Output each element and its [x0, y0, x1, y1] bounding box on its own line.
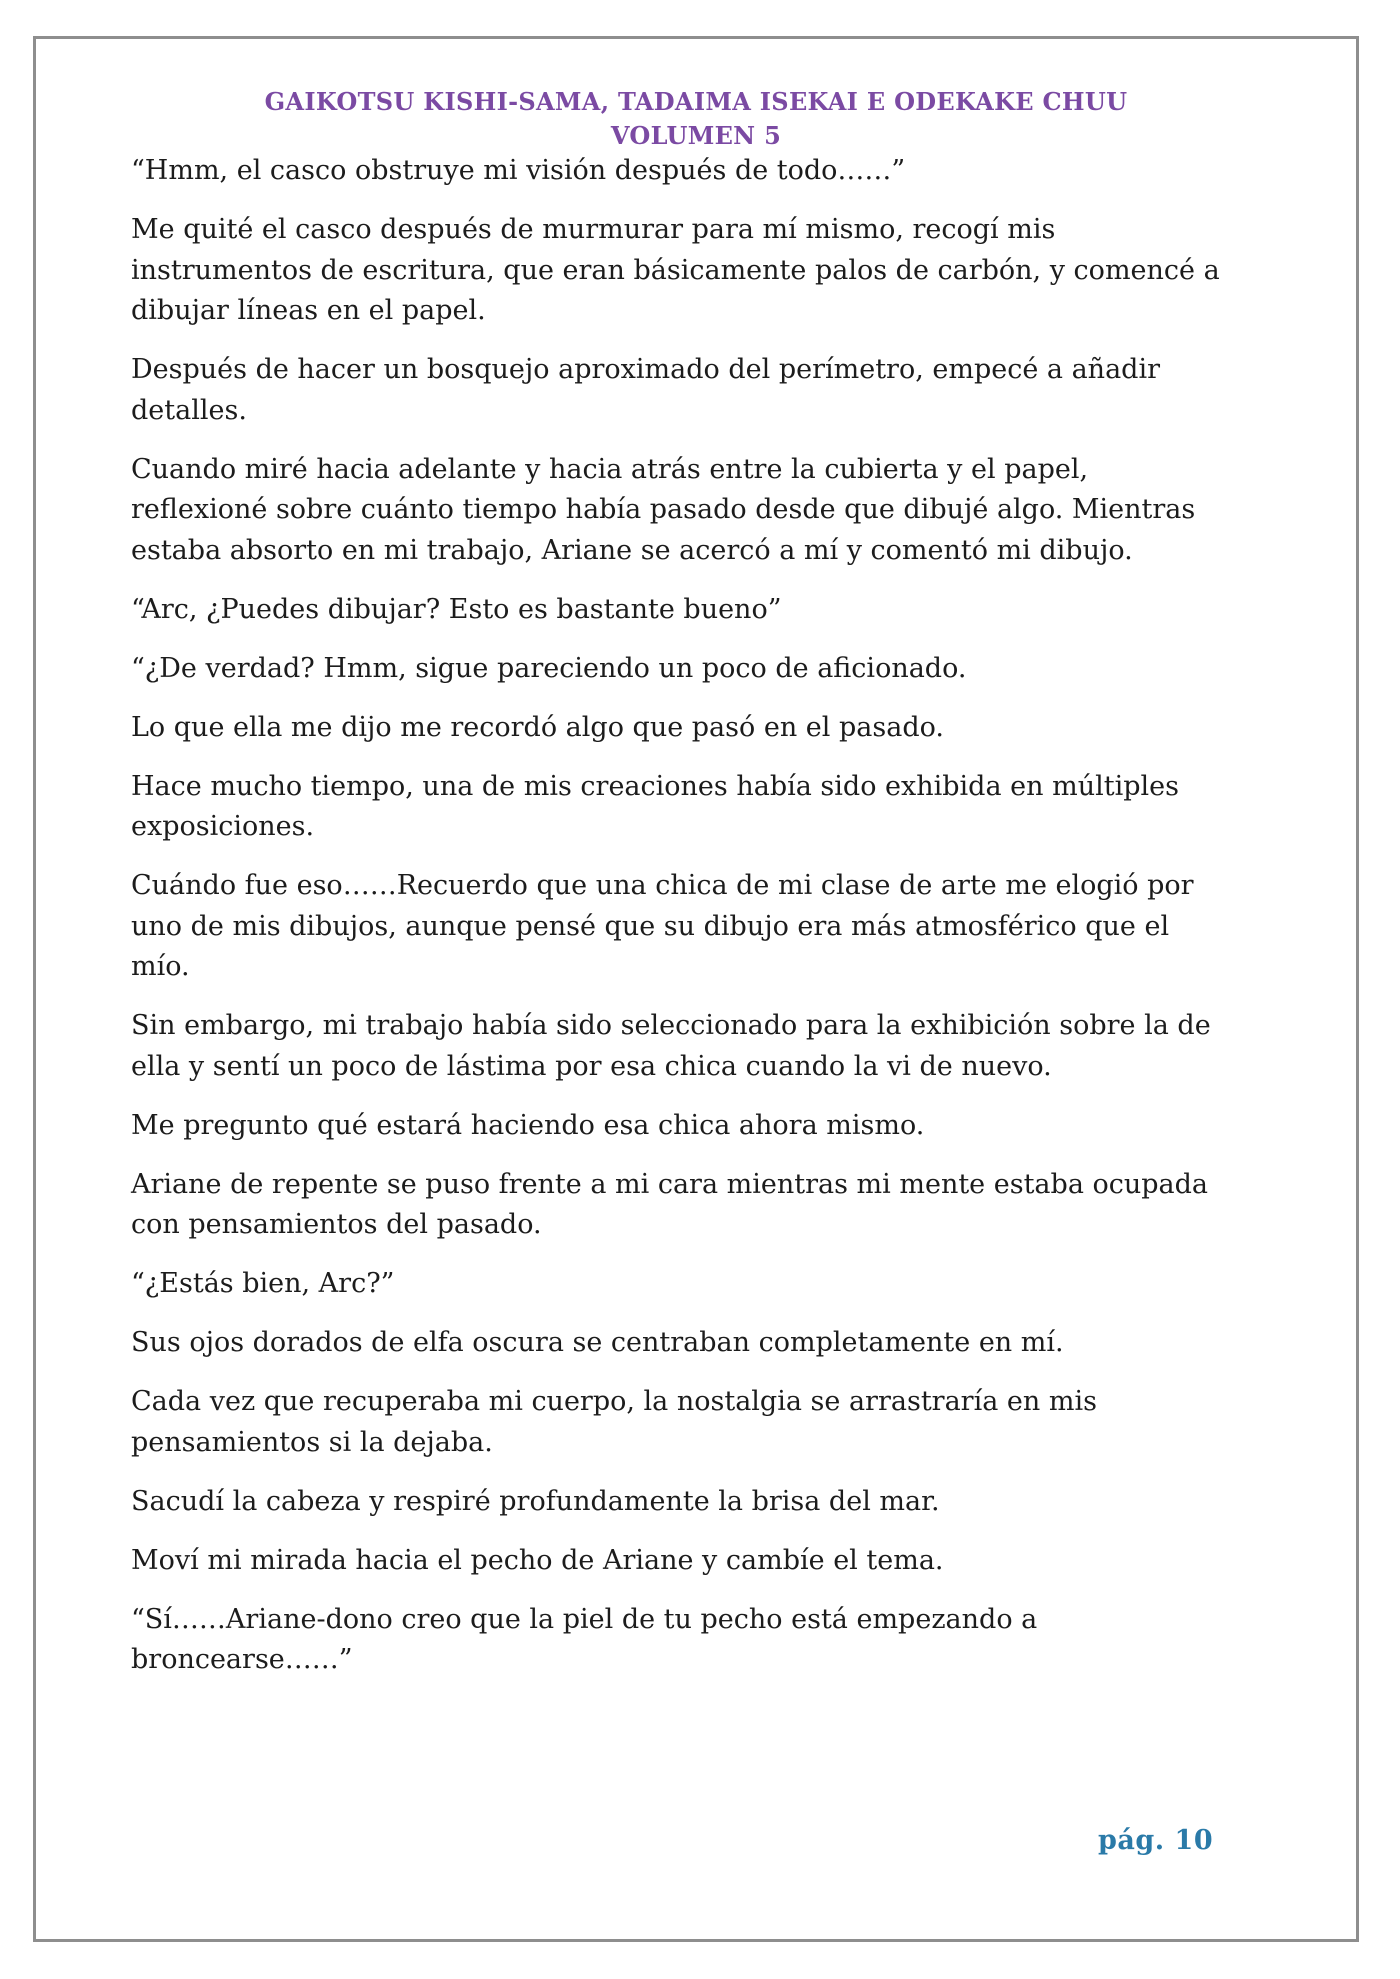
page-header [36, 85, 1356, 153]
paragraph: “Sí……Ariane-dono creo que la piel de tu pecho está empezando a broncearse……” [131, 1603, 1038, 1675]
paragraph: Moví mi mirada hacia el pecho de Ariane y cambíe el tema. [131, 1544, 944, 1576]
paragraph: Lo que ella me dijo me recordó algo que pasó en el pasado. [131, 711, 944, 743]
paragraph: Hace mucho tiempo, una de mis creaciones había sido exhibida en múltiples exposiciones. [131, 770, 1179, 842]
paragraph: “Hmm, el casco obstruye mi visión después de todo……” [131, 155, 906, 186]
paragraph: Sus ojos dorados de elfa oscura se centraban completamente en mí. [131, 1327, 1064, 1358]
header-title: GAIKOTSU KISHI-SAMA, TADAIMA ISEKAI E ODEKAKE CHUU [264, 87, 1128, 116]
paragraph: Me quité el casco después de murmurar para mí mismo, recogí mis instrumentos de escritura, que eran básicamente palos de carbón, y comencé a dibujar líneas en el papel. [131, 214, 1220, 326]
paragraph: Después de hacer un bosquejo aproximado del perímetro, empecé a añadir detalles. [131, 354, 1160, 426]
paragraph: “¿De verdad? Hmm, sigue pareciendo un poco de aficionado. [131, 652, 967, 684]
paragraph: Ariane de repente se puso frente a mi cara mientras mi mente estaba ocupada con pensamientos del pasado. [131, 1168, 1209, 1240]
paragraph: Cada vez que recuperaba mi cuerpo, la nostalgia se arrastraría en mis pensamientos si la dejaba. [131, 1386, 1097, 1458]
paragraph: “¿Estás bien, Arc?” [131, 1268, 395, 1299]
paragraph: Sin embargo, mi trabajo había sido seleccionado para la exhibición sobre la de ella y sentí un poco de lástima por esa chica cuando la vi de nuevo. [131, 1010, 1211, 1082]
paragraph: Cuando miré hacia adelante y hacia atrás entre la cubierta y el papel, reflexioné sobre cuánto tiempo había pasado desde que dibujé algo. Mientras estaba absorto en mi trabajo, Ariane se acercó a mí y comentó mi dibujo. [131, 453, 1196, 566]
paragraph: Sacudí la cabeza y respiré profundamente la brisa del mar. [131, 1485, 940, 1517]
header-volume: VOLUMEN 5 [610, 121, 782, 150]
paragraph: Me pregunto qué estará haciendo esa chica ahora mismo. [131, 1109, 925, 1141]
page-number: pág. 10 [1098, 1825, 1214, 1856]
paragraph: Cuándo fue eso……Recuerdo que una chica de mi clase de arte me elogió por uno de mis dibujos, aunque pensé que su dibujo era más atmosférico que el mío. [131, 870, 1194, 982]
body-text [131, 151, 1231, 1699]
paragraph: “Arc, ¿Puedes dibujar? Esto es bastante bueno” [131, 593, 782, 625]
